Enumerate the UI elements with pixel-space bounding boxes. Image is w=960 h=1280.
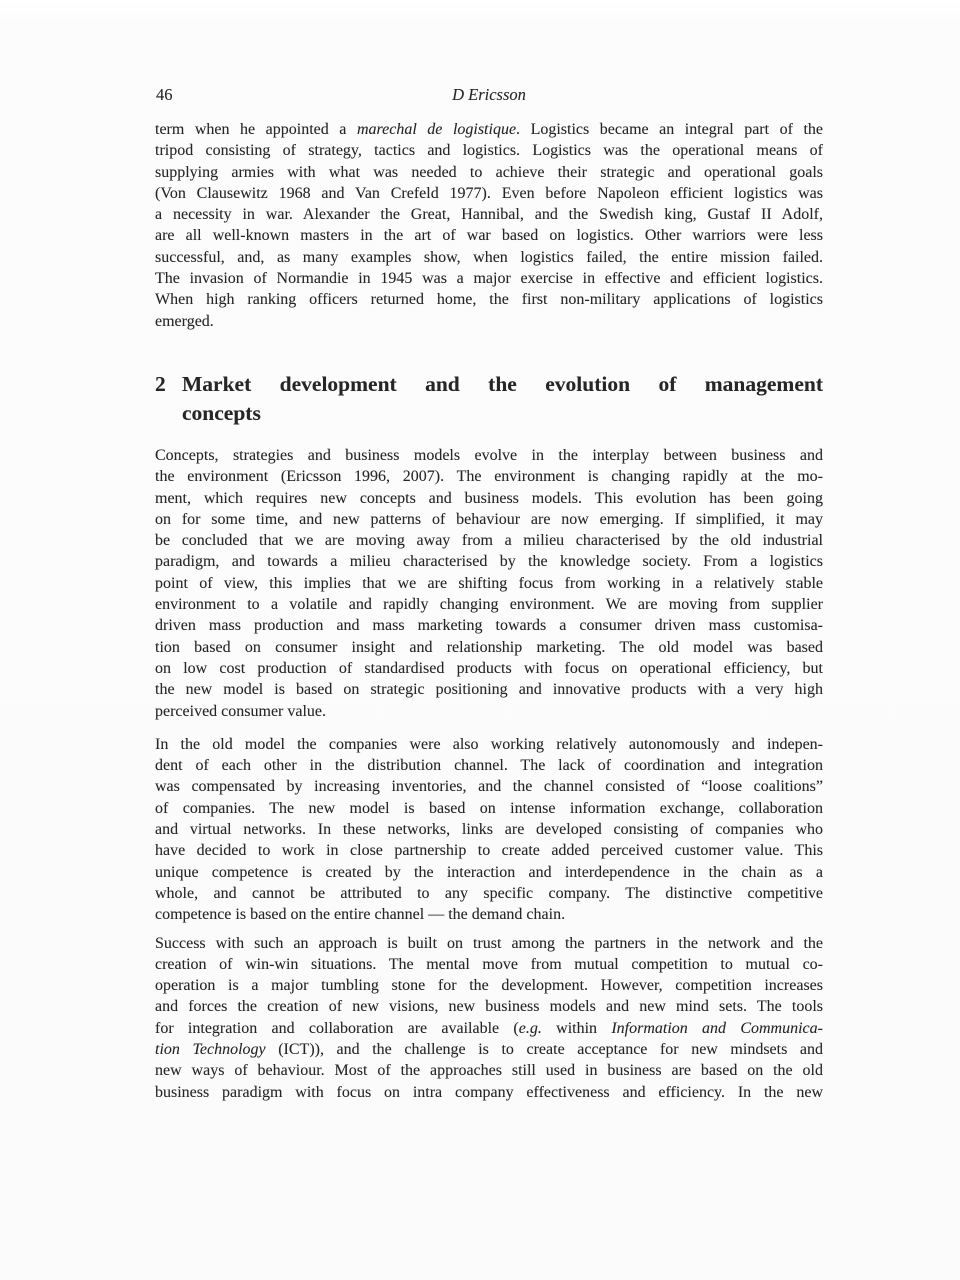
text-line [155,225,823,246]
text-segment: on for some time, and new patterns of behaviour are now emerging. If simplified, it may [155,510,823,528]
text-segment: competence is based on the entire channel — the demand chain. [155,906,566,924]
text-segment: of companies. The new model is based on intense information exchange, collaboration [155,799,823,817]
text-line [155,311,823,332]
paragraph-2 [155,445,823,722]
text-segment: and virtual networks. In these networks, links are developed consisting of companies who [155,821,823,839]
text-segment: term when he appointed a [155,121,357,138]
text-segment: was compensated by increasing inventories, and the channel consisted of “loose coalitions” [155,778,823,796]
text-line [155,1018,823,1039]
text-line [155,904,823,925]
italic-text-segment: tion Technology [155,1040,266,1058]
text-line [155,488,823,509]
italic-text-segment: e.g. [518,1019,542,1037]
text-line [155,119,823,140]
paragraph-1 [155,119,823,332]
italic-text-segment: marechal de logistique [356,121,517,138]
text-line [155,140,823,161]
text-segment: ment, which requires new concepts and business models. This evolution has been going [155,489,823,507]
text-line [155,268,823,289]
text-segment: In the old model the companies were also working relatively autonomously and indepen- [155,735,823,753]
text-segment: operation is a major tumbling stone for the development. However, competition increases [155,977,823,995]
text-line [155,445,823,466]
text-segment: within [541,1019,612,1037]
text-segment: Success with such an approach is built on trust among the partners in the network and the [155,934,823,952]
text-line [155,594,823,615]
text-line [155,776,823,797]
text-line [155,247,823,268]
text-segment: . Logistics became an integral part of the [516,121,823,138]
text-segment: driven mass production and mass marketing towards a consumer driven mass customisa- [155,617,823,635]
text-segment: a necessity in war. Alexander the Great, Hannibal, and the Swedish king, Gustaf II Adolf, [155,206,823,224]
text-segment: tion based on consumer insight and relationship marketing. The old model was based [155,638,823,656]
text-line [155,1082,823,1103]
italic-text-segment: Information and Communica- [611,1019,823,1037]
text-line [155,183,823,204]
section-title-line-1: Market development and the evolution of management [182,371,823,396]
text-segment: (ICT)), and the challenge is to create acceptance for new mindsets and [265,1040,823,1058]
page-content [155,84,823,1103]
text-segment: have decided to work in close partnership to create added perceived customer value. This [155,842,823,860]
text-line [155,679,823,700]
text-segment: paradigm, and towards a milieu characterised by the knowledge society. From a logistics [155,553,823,571]
text-line [155,162,823,183]
text-segment: whole, and cannot be attributed to any specific company. The distinctive competitive [155,884,823,902]
text-line [155,755,823,776]
text-line [155,530,823,551]
text-line [155,551,823,572]
text-line [155,734,823,755]
text-segment: the environment (Ericsson 1996, 2007). The environment is changing rapidly at the mo- [155,468,823,486]
text-segment: successful, and, as many examples show, when logistics failed, the entire mission failed. [155,248,823,266]
text-line [155,701,823,722]
text-line [155,933,823,954]
text-segment: business paradigm with focus on intra company effectiveness and efficiency. In the new [155,1083,823,1101]
paragraph-3 [155,734,823,926]
text-line [155,862,823,883]
text-line [155,840,823,861]
text-segment: (Von Clausewitz 1968 and Van Crefeld 1977). Even before Napoleon efficient logistics was [155,184,823,202]
running-title: D Ericsson [452,85,526,104]
text-segment: supplying armies with what was needed to achieve their strategic and operational goals [155,163,823,181]
text-line [155,509,823,530]
text-line [155,975,823,996]
text-line [155,996,823,1017]
text-line [155,658,823,679]
paragraph-4 [155,933,823,1103]
text-segment: new ways of behaviour. Most of the approaches still used in business are based on the old [155,1062,823,1080]
text-segment: Concepts, strategies and business models evolve in the interplay between business and [155,446,823,464]
text-line [155,637,823,658]
text-segment: The invasion of Normandie in 1945 was a major exercise in effective and efficient logistics. [155,270,823,288]
text-line [155,204,823,225]
text-segment: dent of each other in the distribution channel. The lack of coordination and integration [155,757,823,775]
text-segment: be concluded that we are moving away from a milieu characterised by the old industrial [155,532,823,550]
text-segment: When high ranking officers returned home, the first non-military applications of logistics [155,291,823,309]
text-line [155,883,823,904]
text-line [155,466,823,487]
section-heading [155,370,823,428]
text-segment: on low cost production of standardised products with focus on operational efficiency, but [155,659,823,677]
text-line [155,798,823,819]
text-segment: tripod consisting of strategy, tactics and logistics. Logistics was the operational means of [155,142,823,160]
running-header [155,84,823,105]
text-line [155,819,823,840]
section-number: 2 [155,371,166,396]
section-title [182,370,823,428]
text-segment: perceived consumer value. [155,702,327,720]
page-number: 46 [156,85,173,104]
text-segment: creation of win-win situations. The mental move from mutual competition to mutual co- [155,955,823,973]
text-segment: for integration and collaboration are available ( [155,1019,519,1037]
text-segment: environment to a volatile and rapidly changing environment. We are moving from supplier [155,596,823,614]
text-segment: point of view, this implies that we are shifting focus from working in a relatively stable [155,574,823,592]
text-segment: emerged. [155,312,214,330]
text-line [155,289,823,310]
text-line [155,573,823,594]
text-segment: are all well-known masters in the art of war based on logistics. Other warriors were less [155,227,823,245]
text-line [155,615,823,636]
text-line [155,1060,823,1081]
text-line [155,1039,823,1060]
section-title-line-2: concepts [182,400,261,425]
text-segment: unique competence is created by the interaction and interdependence in the chain as a [155,863,823,881]
text-segment: and forces the creation of new visions, new business models and new mind sets. The tools [155,998,823,1016]
text-segment: the new model is based on strategic positioning and innovative products with a very high [155,681,823,699]
text-line [155,954,823,975]
